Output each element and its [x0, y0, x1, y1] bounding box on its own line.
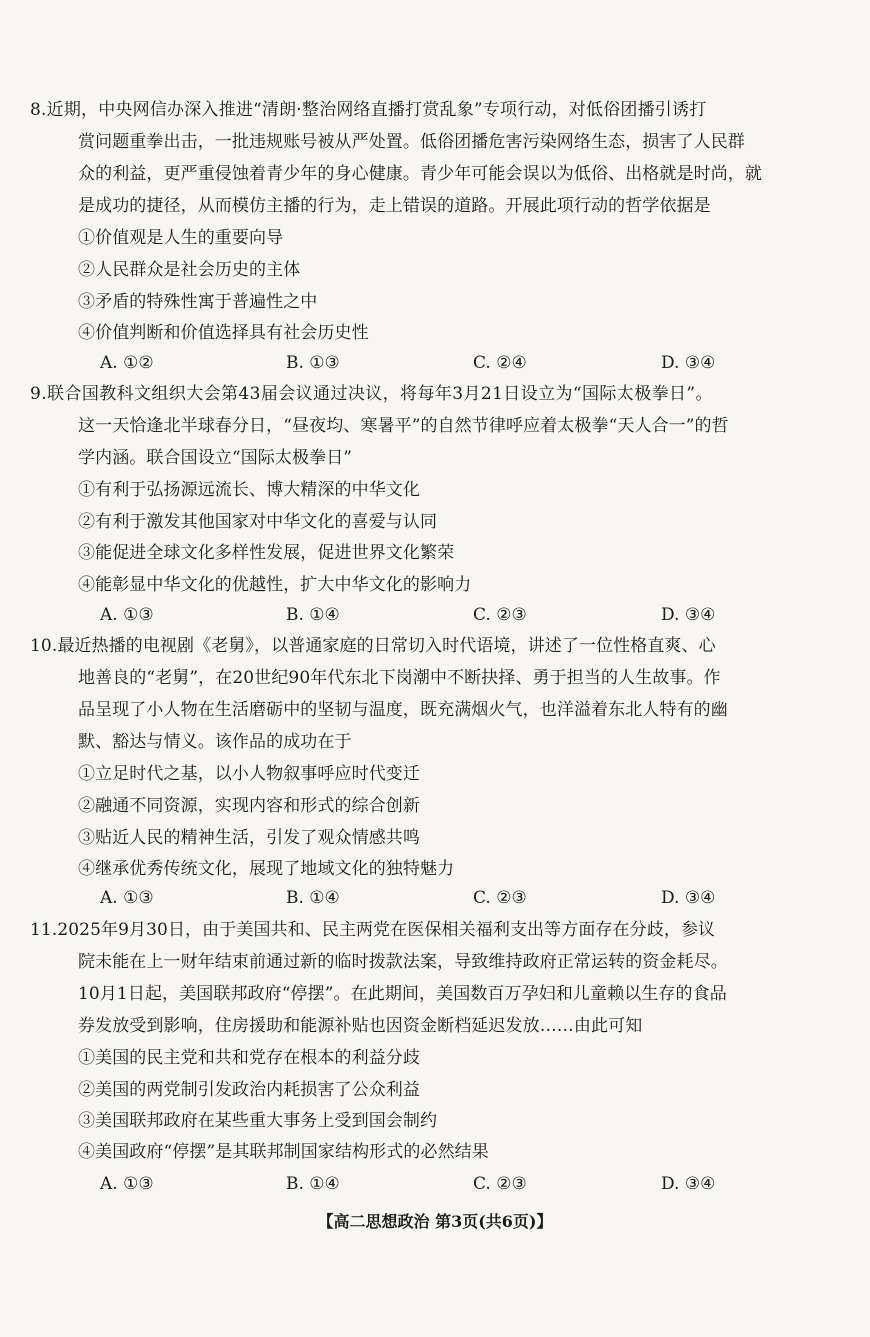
option-a: A. ①③ — [100, 1174, 154, 1194]
question-stem-line: 11.2025年9月30日，由于美国共和、民主两党在医保相关福利支出等方面存在分歧，参议 — [30, 920, 716, 940]
option-a: A. ①③ — [100, 888, 154, 908]
statement-item: ③矛盾的特殊性寓于普遍性之中 — [78, 292, 318, 312]
question-stem-line: 学内涵。联合国设立“国际太极拳日” — [78, 448, 353, 468]
statement-item: ②有利于激发其他国家对中华文化的喜爱与认同 — [78, 512, 438, 532]
option-a: A. ①③ — [100, 605, 154, 625]
question-stem-line: 地善良的“老舅”，在20世纪90年代东北下岗潮中不断抉择、勇于担当的人生故事。作 — [78, 668, 721, 688]
option-b: B. ①④ — [286, 1174, 340, 1194]
question-stem-line: 是成功的捷径，从而模仿主播的行为，走上错误的道路。开展此项行动的哲学依据是 — [78, 196, 711, 216]
question-stem-line: 默、豁达与情义。该作品的成功在于 — [78, 732, 352, 752]
question-stem-line: 众的利益，更严重侵蚀着青少年的身心健康。青少年可能会误以为低俗、出格就是时尚，就 — [78, 164, 762, 184]
question-stem-line: 8.近期，中央网信办深入推进“清朗·整治网络直播打赏乱象”专项行动，对低俗团播引诱打 — [30, 100, 707, 120]
statement-item: ③美国联邦政府在某些重大事务上受到国会制约 — [78, 1111, 438, 1131]
statement-item: ①立足时代之基，以小人物叙事呼应时代变迁 — [78, 764, 420, 784]
question-stem-line: 9.联合国教科文组织大会第43届会议通过决议，将每年3月21日设立为“国际太极拳日”。 — [30, 384, 713, 404]
option-d: D. ③④ — [661, 605, 716, 625]
statement-item: ①有利于弘扬源远流长、博大精深的中华文化 — [78, 480, 420, 500]
statement-item: ②人民群众是社会历史的主体 — [78, 260, 301, 280]
option-c: C. ②③ — [473, 888, 527, 908]
question-stem-line: 这一天恰逢北半球春分日，“昼夜均、寒暑平”的自然节律呼应着太极拳“天人合一”的哲 — [78, 416, 729, 436]
statement-item: ④价值判断和价值选择具有社会历史性 — [78, 323, 369, 343]
statement-item: ②融通不同资源，实现内容和形式的综合创新 — [78, 796, 420, 816]
page-footer: 【高二思想政治 第3页(共6页)】 — [317, 1212, 553, 1231]
question-stem-line: 10月1日起，美国联邦政府“停摆”。在此期间，美国数百万孕妇和儿童赖以生存的食品 — [78, 984, 727, 1004]
option-d: D. ③④ — [661, 888, 716, 908]
option-b: B. ①④ — [286, 605, 340, 625]
statement-item: ①美国的民主党和共和党存在根本的利益分歧 — [78, 1048, 420, 1068]
option-c: C. ②④ — [473, 353, 527, 373]
question-stem-line: 券发放受到影响，住房援助和能源补贴也因资金断档延迟发放……由此可知 — [78, 1016, 643, 1036]
statement-item: ②美国的两党制引发政治内耗损害了公众利益 — [78, 1080, 420, 1100]
question-stem-line: 品呈现了小人物在生活磨砺中的坚韧与温度，既充满烟火气，也洋溢着东北人特有的幽 — [78, 700, 728, 720]
option-a: A. ①② — [100, 353, 154, 373]
option-d: D. ③④ — [661, 1174, 716, 1194]
statement-item: ④继承优秀传统文化，展现了地域文化的独特魅力 — [78, 859, 455, 879]
option-c: C. ②③ — [473, 1174, 527, 1194]
option-c: C. ②③ — [473, 605, 527, 625]
statement-item: ④能彰显中华文化的优越性，扩大中华文化的影响力 — [78, 575, 472, 595]
option-d: D. ③④ — [661, 353, 716, 373]
statement-item: ④美国政府“停摆”是其联邦制国家结构形式的必然结果 — [78, 1142, 489, 1162]
option-b: B. ①④ — [286, 888, 340, 908]
question-stem-line: 院未能在上一财年结束前通过新的临时拨款法案，导致维持政府正常运转的资金耗尽。 — [78, 952, 728, 972]
option-b: B. ①③ — [286, 353, 340, 373]
question-stem-line: 10.最近热播的电视剧《老舅》，以普通家庭的日常切入时代语境，讲述了一位性格直爽、心 — [30, 636, 716, 656]
statement-item: ①价值观是人生的重要向导 — [78, 228, 284, 248]
statement-item: ③能促进全球文化多样性发展，促进世界文化繁荣 — [78, 543, 455, 563]
question-stem-line: 赏问题重拳出击，一批违规账号被从严处置。低俗团播危害污染网络生态，损害了人民群 — [78, 132, 745, 152]
statement-item: ③贴近人民的精神生活，引发了观众情感共鸣 — [78, 828, 420, 848]
